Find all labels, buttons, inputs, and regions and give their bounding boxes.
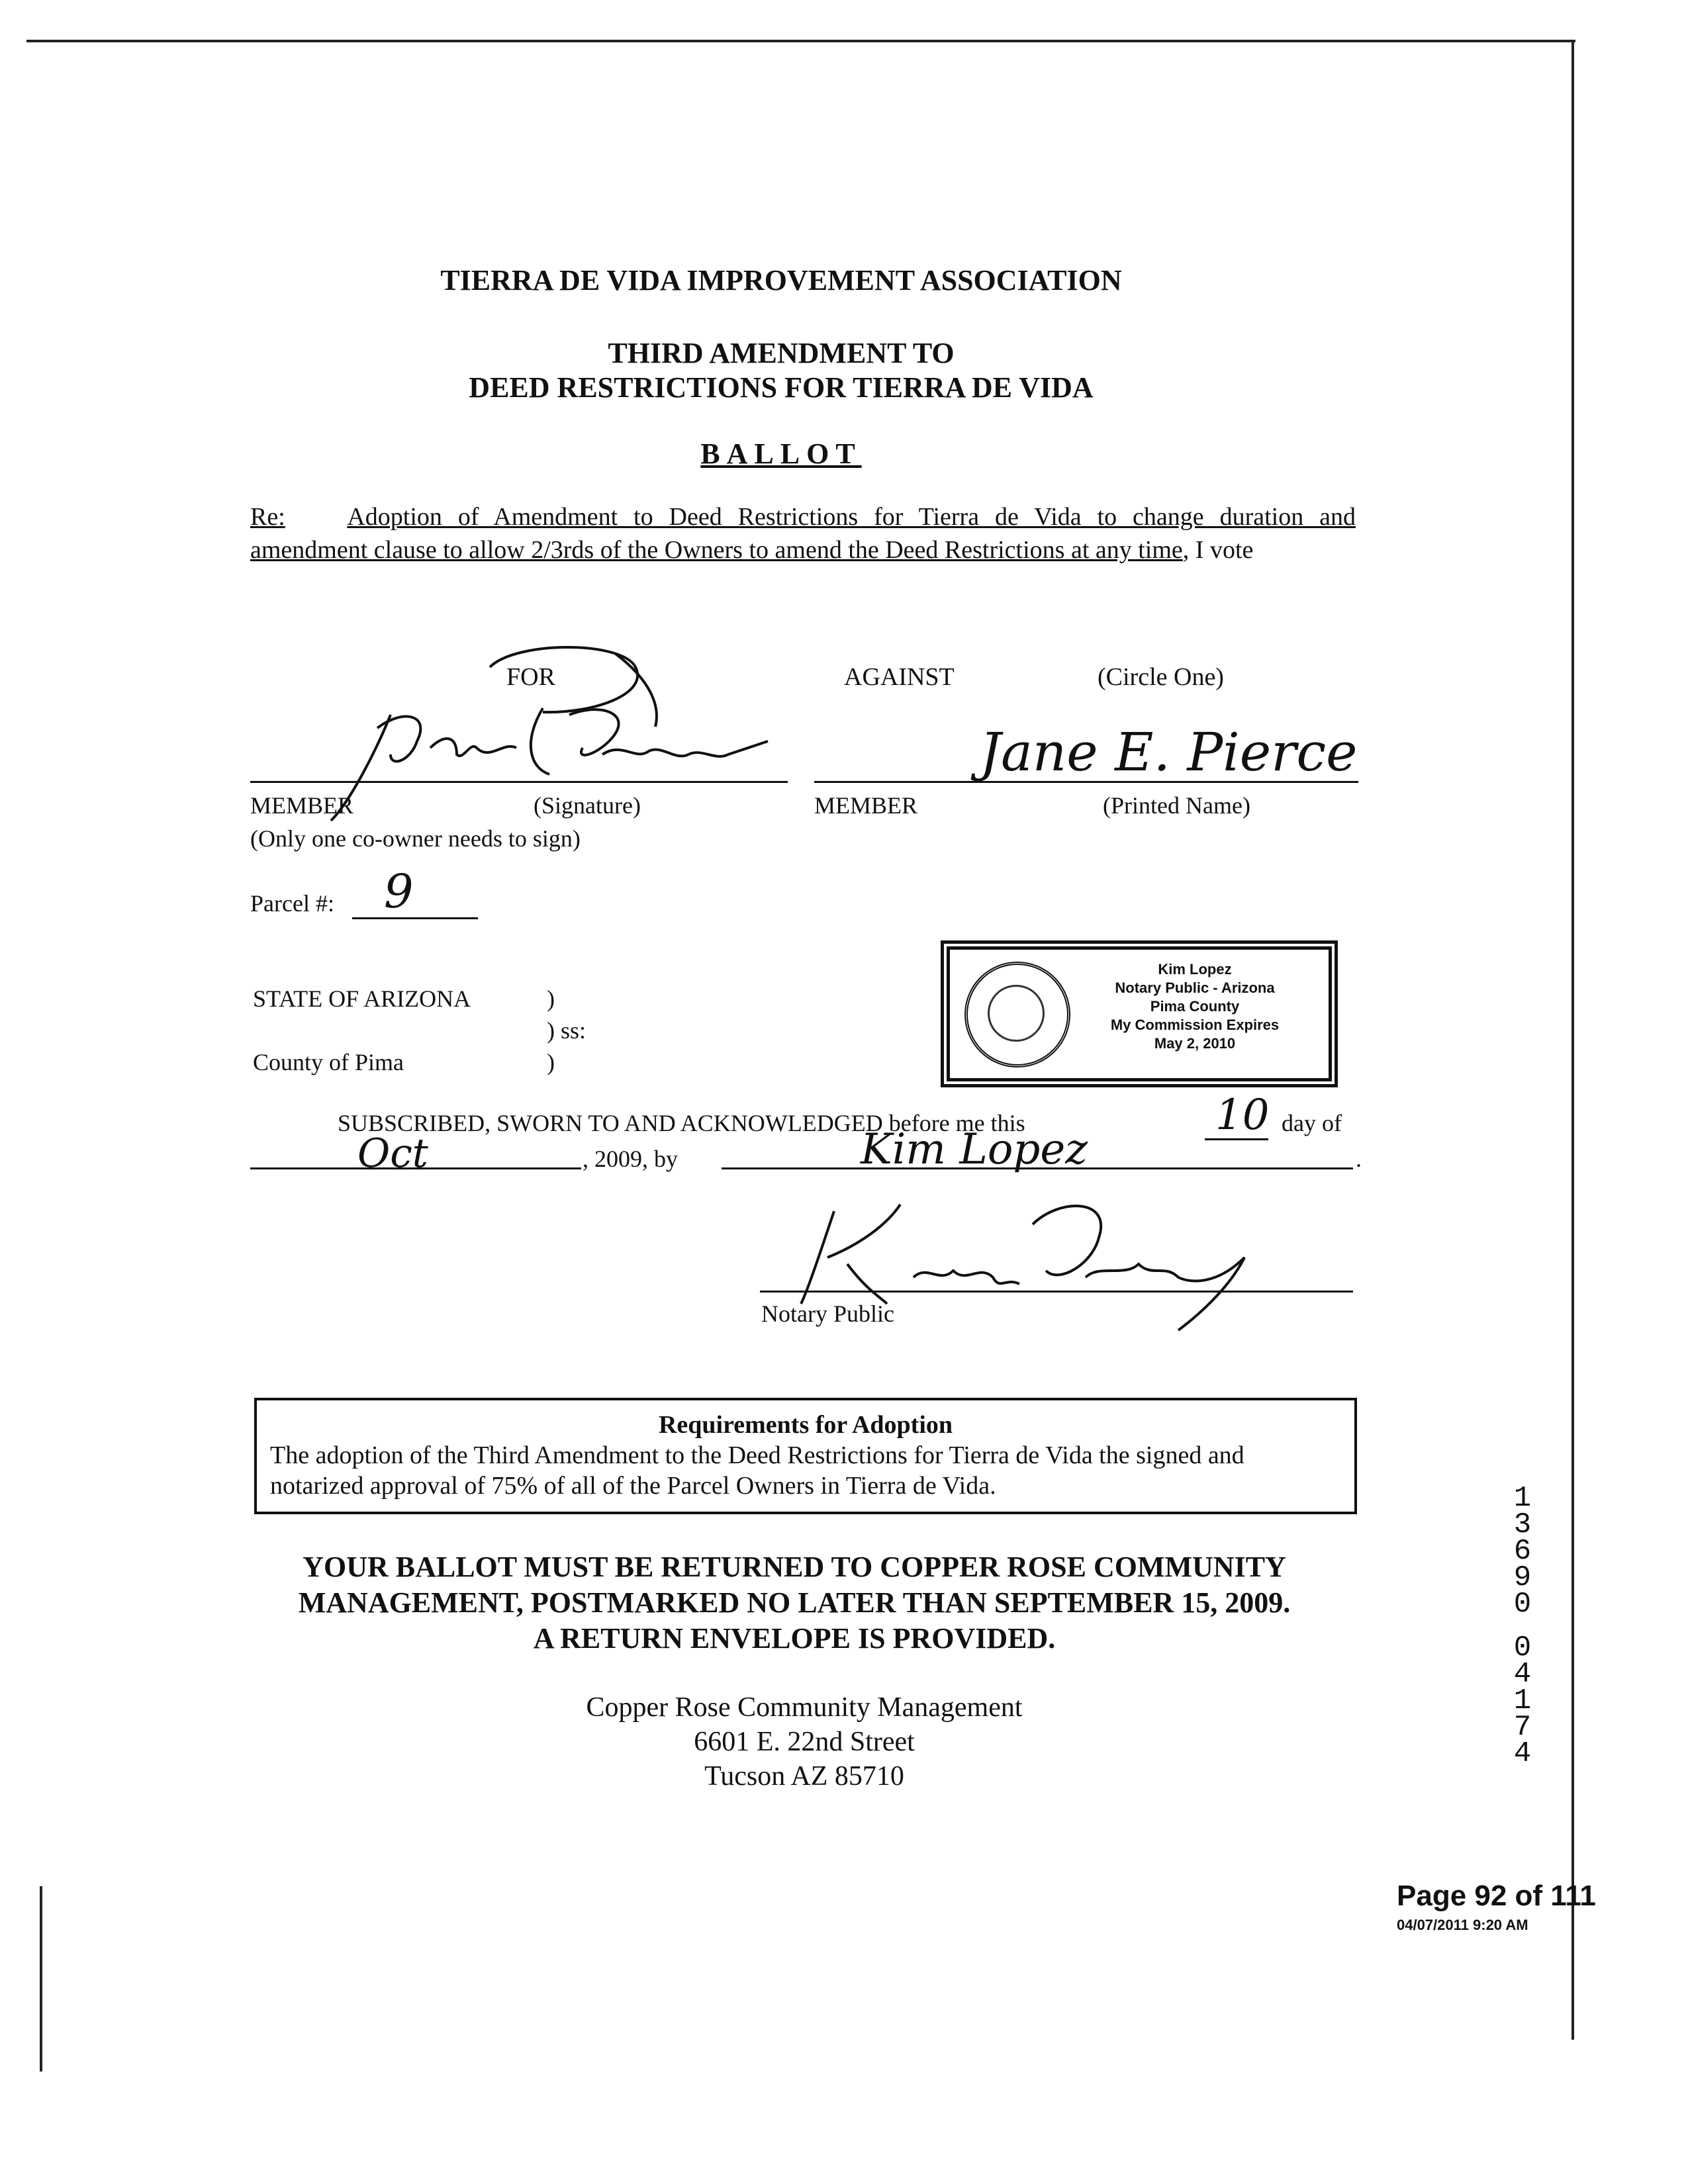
requirements-title: Requirements for Adoption: [658, 1411, 953, 1439]
county-paren: ): [547, 1049, 555, 1075]
member-label-left: MEMBER: [250, 792, 354, 819]
scan-top-edge: [26, 40, 1575, 42]
parcel-value: 9: [384, 864, 414, 919]
notary-seal-icon: [964, 962, 1070, 1068]
by-line: [722, 1167, 1353, 1169]
notary-public-label: Notary Public: [761, 1300, 894, 1327]
notary-stamp: [947, 946, 1332, 1081]
state-paren: ): [547, 985, 555, 1012]
stamp-commission: My Commission Expires: [1110, 1017, 1280, 1033]
vote-for: FOR: [506, 663, 555, 691]
page-timestamp: 04/07/2011 9:20 AM: [1397, 1917, 1528, 1933]
by-period: .: [1356, 1146, 1362, 1172]
printed-name-line: [814, 781, 1358, 783]
return-notice-line2: MANAGEMENT, POSTMARKED NO LATER THAN SEPTEMBER 15, 2009.: [298, 1586, 1291, 1619]
sworn-text: SUBSCRIBED, SWORN TO AND ACKNOWLEDGED before me this: [338, 1110, 1025, 1136]
printed-name-label: (Printed Name): [1103, 792, 1250, 819]
vote-against: AGAINST: [844, 663, 955, 691]
re-line1: Adoption of Amendment to Deed Restrictions for Tierra de Vida to change duration and: [347, 503, 1356, 531]
day-of-label: day of: [1282, 1110, 1342, 1136]
re-prefix: Re:: [250, 503, 285, 531]
by-value: Kim Lopez: [861, 1125, 1088, 1174]
address-street: 6601 E. 22nd Street: [694, 1727, 915, 1757]
org-title: TIERRA DE VIDA IMPROVEMENT ASSOCIATION: [440, 264, 1122, 296]
co-owner-note: (Only one co-owner needs to sign): [250, 825, 581, 852]
amendment-title-line2: DEED RESTRICTIONS FOR TIERRA DE VIDA: [469, 371, 1094, 404]
year-by-label: , 2009, by: [583, 1146, 678, 1172]
scan-left-edge: [40, 1886, 42, 2071]
ss-label: ) ss:: [547, 1017, 586, 1044]
requirements-text: The adoption of the Third Amendment to the Deed Restrictions for Tierra de Vida the signed and notarized approval of 75% of all of the Parcel Owners in Tierra de Vida.: [270, 1441, 1244, 1500]
amendment-title-line1: THIRD AMENDMENT TO: [608, 337, 955, 369]
address-city: Tucson AZ 85710: [704, 1761, 904, 1792]
member-label-right: MEMBER: [814, 792, 918, 819]
month-value: Oct: [357, 1130, 428, 1177]
requirements-box: [254, 1398, 1357, 1514]
parcel-label: Parcel #:: [250, 890, 334, 917]
stamp-expires: May 2, 2010: [1154, 1035, 1236, 1052]
re-suffix: , I vote: [1182, 536, 1254, 564]
state-label: STATE OF ARIZONA: [253, 985, 471, 1012]
county-label: County of Pima: [253, 1049, 404, 1075]
bates-number-part1: 1 3 6 9 0: [1513, 1482, 1532, 1621]
day-line: [1205, 1138, 1268, 1140]
stamp-title: Notary Public - Arizona: [1115, 979, 1275, 996]
day-value: 10: [1215, 1091, 1270, 1140]
re-line2: amendment clause to allow 2/3rds of the Owners to amend the Deed Restrictions at any time: [250, 536, 1183, 564]
address-name: Copper Rose Community Management: [586, 1692, 1023, 1723]
return-notice-line1: YOUR BALLOT MUST BE RETURNED TO COPPER ROSE COMMUNITY: [303, 1551, 1286, 1583]
page-number: Page 92 of 111: [1397, 1880, 1596, 1912]
stamp-county: Pima County: [1150, 998, 1240, 1015]
ballot-heading: BALLOT: [700, 437, 862, 470]
signature-line: [250, 781, 788, 783]
stamp-name: Kim Lopez: [1158, 961, 1232, 978]
month-line: [250, 1167, 581, 1169]
parcel-line: [352, 917, 478, 919]
printed-name-value: Jane E. Pierce: [980, 721, 1358, 783]
bates-number-part2: 0 4 1 7 4: [1513, 1631, 1532, 1770]
re-block: [250, 500, 1356, 567]
notary-line: [760, 1291, 1353, 1293]
return-notice-line3: A RETURN ENVELOPE IS PROVIDED.: [533, 1622, 1056, 1655]
circle-one-label: (Circle One): [1098, 663, 1224, 691]
signature-label: (Signature): [534, 792, 641, 819]
